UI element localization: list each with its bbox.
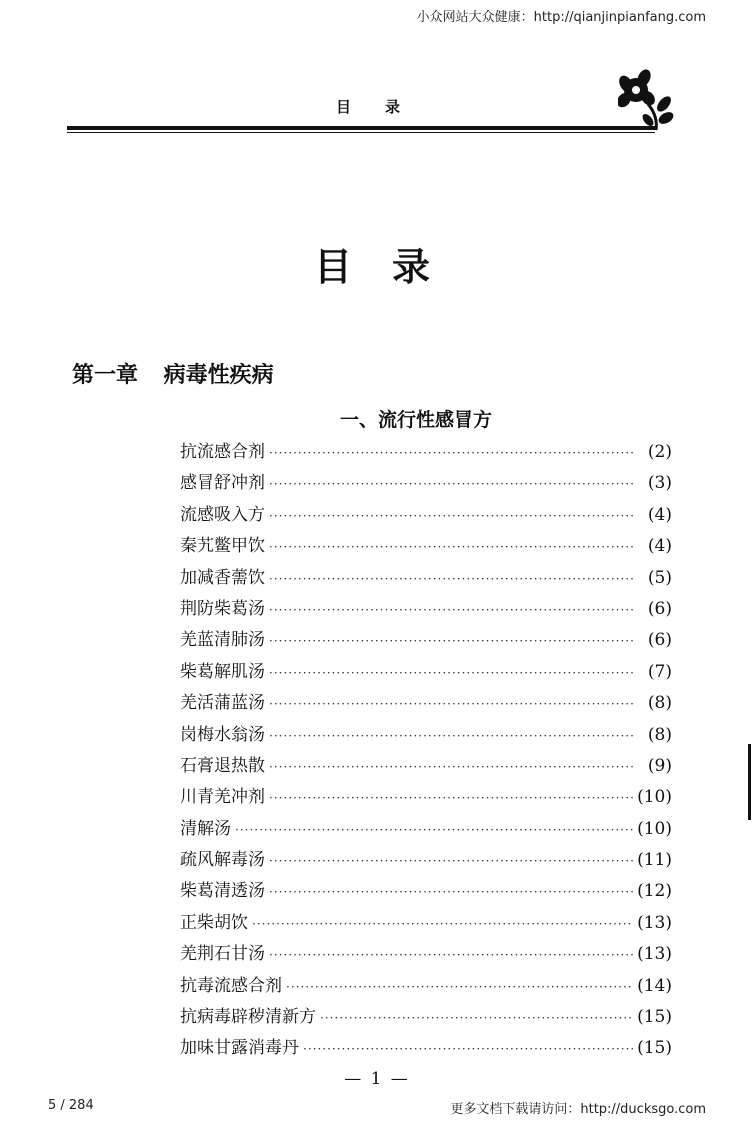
toc-entry-name: 加减香薷饮 <box>180 567 265 588</box>
toc-entry <box>180 657 672 688</box>
toc-entry-name: 感冒舒冲剂 <box>180 473 265 494</box>
toc-entry-name: 川青羌冲剂 <box>180 787 265 808</box>
toc-entry-name: 羌活蒲蓝汤 <box>180 693 265 714</box>
toc-leader-dots <box>269 940 633 971</box>
toc-entry-page: (10) <box>637 818 672 839</box>
toc-leader-dots <box>269 564 636 595</box>
toc-entry-name: 抗毒流感合剂 <box>180 975 282 996</box>
toc-leader-dots <box>269 438 636 469</box>
toc-leader-dots <box>269 689 636 720</box>
toc-entry <box>180 563 672 594</box>
toc-entry-page: (10) <box>637 787 672 808</box>
toc-entry-name: 岗梅水翁汤 <box>180 724 265 745</box>
toc-entry-page: (6) <box>647 630 672 651</box>
viewer-page-count: 5 / 284 <box>48 1098 94 1113</box>
toc-entry-name: 柴葛清透汤 <box>180 881 265 902</box>
toc-entry-page: (6) <box>647 598 672 619</box>
toc-entry <box>180 1002 672 1033</box>
toc-leader-dots <box>269 532 636 563</box>
toc-entry-page: (3) <box>647 473 672 494</box>
toc-entry-page: (8) <box>647 724 672 745</box>
toc-entry-name: 清解汤 <box>180 818 231 839</box>
toc-entry <box>180 468 672 499</box>
toc-entry-page: (12) <box>637 881 672 902</box>
toc-entry <box>180 720 672 751</box>
toc-entry-name: 荆防柴葛汤 <box>180 598 265 619</box>
toc-entry <box>180 500 672 531</box>
toc-entry-page: (4) <box>647 504 672 525</box>
page-title: 目录 <box>313 245 470 289</box>
toc-entry-name: 疏风解毒汤 <box>180 850 265 871</box>
toc-leader-dots <box>269 877 633 908</box>
toc-entry-name: 流感吸入方 <box>180 504 265 525</box>
scan-edge-mark <box>748 744 751 820</box>
toc-entry-name: 秦艽鳖甲饮 <box>180 536 265 557</box>
toc-leader-dots <box>269 846 633 877</box>
toc-entry <box>180 939 672 970</box>
toc-entry <box>180 751 672 782</box>
toc-entry-page: (13) <box>637 912 672 933</box>
page-folio: — 1 — <box>344 1069 410 1089</box>
toc-leader-dots <box>269 783 633 814</box>
toc-entry <box>180 971 672 1002</box>
toc-leader-dots <box>269 469 636 500</box>
toc-entry-page: (14) <box>637 975 672 996</box>
toc-leader-dots <box>269 626 636 657</box>
toc-entry <box>180 625 672 656</box>
toc-entry-page: (11) <box>637 850 672 871</box>
toc-entry <box>180 531 672 562</box>
toc-entry <box>180 845 672 876</box>
toc-entry-page: (9) <box>647 755 672 776</box>
toc-entry-name: 石膏退热散 <box>180 755 265 776</box>
toc-leader-dots <box>269 752 636 783</box>
toc-entry <box>180 814 672 845</box>
toc-entry-page: (8) <box>647 693 672 714</box>
section-heading: 一、流行性感冒方 <box>340 409 493 431</box>
toc-entry <box>180 688 672 719</box>
watermark-bottom: 更多文档下载请访问：http://ducksgo.com <box>450 1102 706 1117</box>
toc-entry-name: 羌蓝清肺汤 <box>180 630 265 651</box>
toc-leader-dots <box>269 721 636 752</box>
toc-entry-name: 羌荆石甘汤 <box>180 944 265 965</box>
toc-entry-page: (5) <box>647 567 672 588</box>
toc-leader-dots <box>320 1003 633 1034</box>
running-head: 目录 <box>336 98 435 116</box>
toc-leader-dots <box>269 595 636 626</box>
toc-entry-name: 抗病毒辟秽清新方 <box>180 1007 316 1028</box>
watermark-top: 小众网站大众健康：http://qianjinpianfang.com <box>416 10 706 25</box>
toc-entry-name: 正柴胡饮 <box>180 912 248 933</box>
toc-entry-page: (7) <box>647 661 672 682</box>
toc-leader-dots <box>252 909 633 940</box>
toc-leader-dots <box>269 658 636 689</box>
header-rule-thick <box>67 126 655 130</box>
toc-entry <box>180 1033 672 1064</box>
toc-entry-page: (2) <box>647 442 672 462</box>
toc-leader-dots <box>269 501 636 532</box>
toc-entry <box>180 908 672 939</box>
chapter-heading: 第一章 病毒性疾病 <box>72 363 274 388</box>
toc-entry <box>180 782 672 813</box>
toc-entry-page: (15) <box>637 1038 672 1059</box>
toc-entry <box>180 594 672 625</box>
header-rule-thin <box>67 132 655 133</box>
toc-entry-page: (13) <box>637 944 672 965</box>
toc-entry <box>180 876 672 907</box>
toc-entry-name: 抗流感合剂 <box>180 442 265 462</box>
toc-list <box>180 437 672 1065</box>
toc-entry-page: (4) <box>647 536 672 557</box>
toc-entry-name: 加味甘露消毒丹 <box>180 1038 299 1059</box>
flower-ornament-icon <box>618 68 678 134</box>
toc-leader-dots <box>286 972 633 1003</box>
toc-leader-dots <box>303 1034 633 1065</box>
toc-entry <box>180 437 672 468</box>
toc-entry-page: (15) <box>637 1007 672 1028</box>
toc-entry-name: 柴葛解肌汤 <box>180 661 265 682</box>
toc-leader-dots <box>235 815 633 846</box>
